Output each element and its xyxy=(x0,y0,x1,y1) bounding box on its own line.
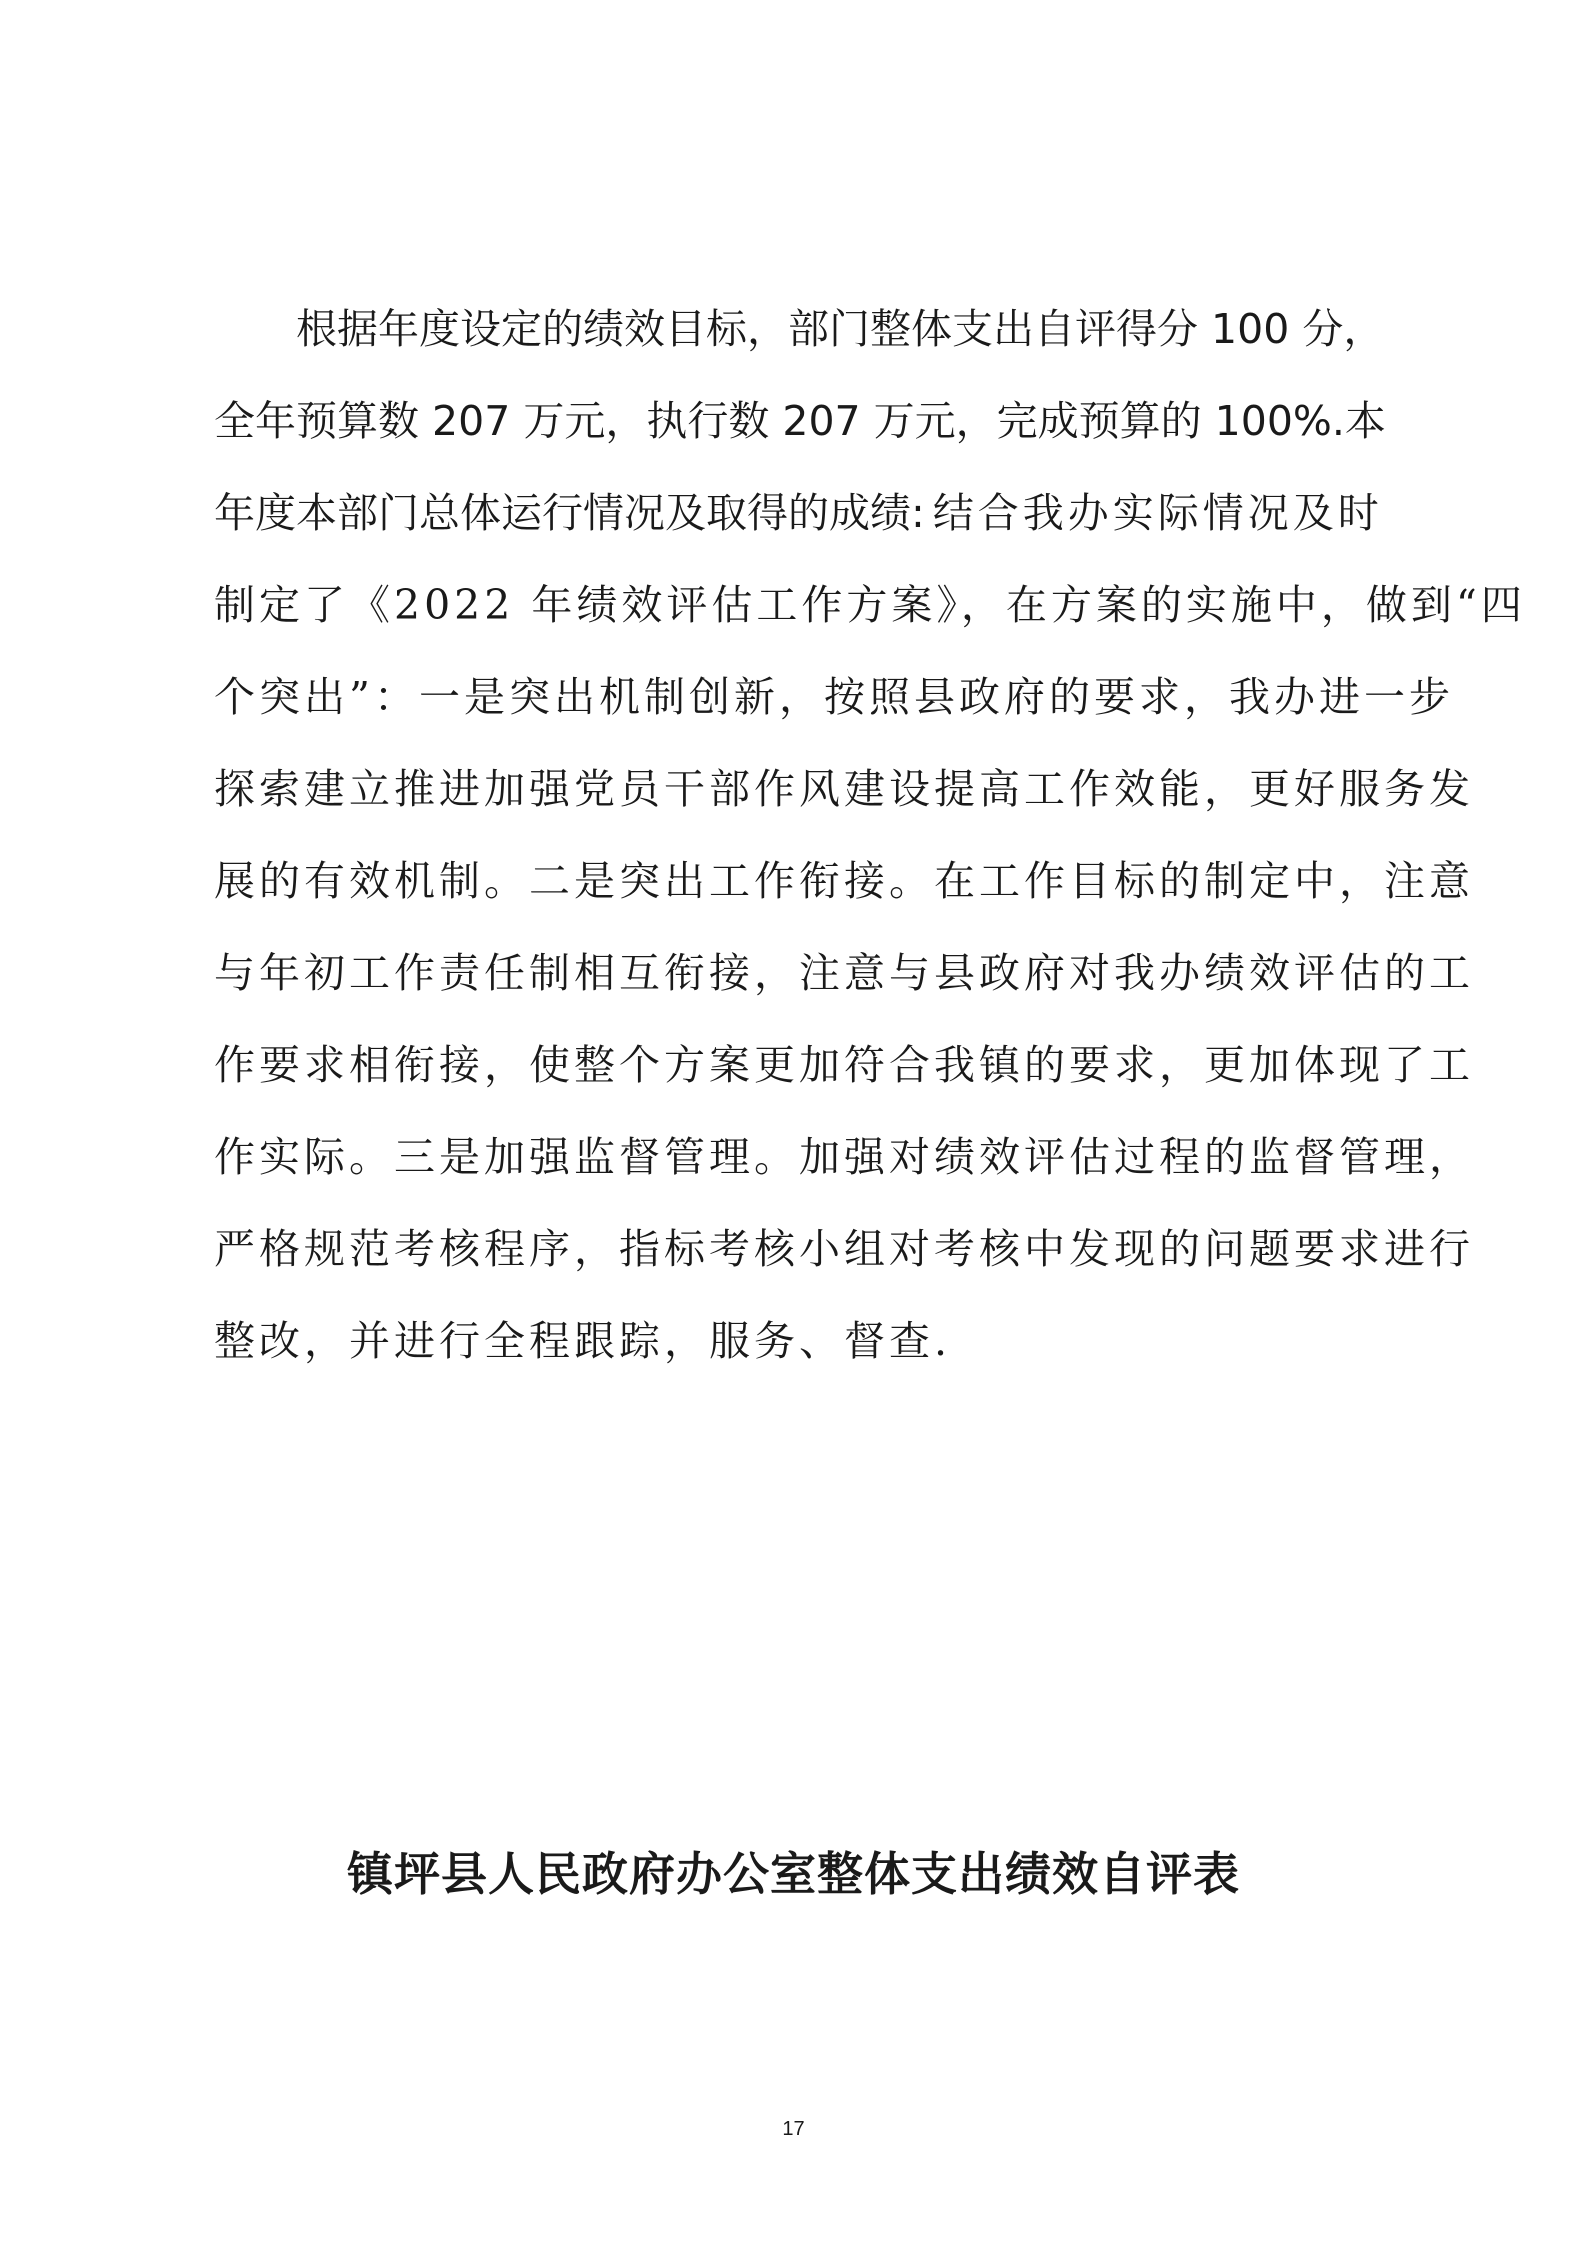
paragraph-line: 严格规范考核程序，指标考核小组对考核中发现的问题要求进行 xyxy=(214,1225,1474,1273)
section-heading: 镇坪县人民政府办公室整体支出绩效自评表 xyxy=(347,1847,1240,1901)
paragraph-line-bold-part: 年度本部门总体运行情况及取得的成绩: xyxy=(214,489,925,537)
paragraph-line: 探索建立推进加强党员干部作风建设提高工作效能，更好服务发 xyxy=(214,765,1474,813)
body-paragraph xyxy=(214,283,1526,1387)
paragraph-line: 整改，并进行全程跟踪，服务、督查. xyxy=(214,1317,952,1365)
paragraph-line xyxy=(214,467,1384,559)
paragraph-line: 根据年度设定的绩效目标，部门整体支出自评得分 100 分， xyxy=(296,305,1385,353)
paragraph-line: 个突出”：一是突出机制创新，按照县政府的要求，我办进一步 xyxy=(214,673,1454,721)
paragraph-line-serif-part: 结合我办实际情况及时 xyxy=(932,489,1383,537)
paragraph-line: 作要求相衔接，使整个方案更加符合我镇的要求，更加体现了工 xyxy=(214,1041,1474,1089)
paragraph-line: 作实际。三是加强监督管理。加强对绩效评估过程的监督管理， xyxy=(214,1133,1474,1181)
paragraph-line: 制定了《2022 年绩效评估工作方案》，在方案的实施中，做到“四 xyxy=(214,581,1526,629)
page-number: 17 xyxy=(782,2118,805,2140)
paragraph-line: 展的有效机制。二是突出工作衔接。在工作目标的制定中，注意 xyxy=(214,857,1474,905)
paragraph-line: 全年预算数 207 万元，执行数 207 万元，完成预算的 100%.本 xyxy=(214,397,1386,445)
paragraph-line: 与年初工作责任制相互衔接，注意与县政府对我办绩效评估的工 xyxy=(214,949,1474,997)
